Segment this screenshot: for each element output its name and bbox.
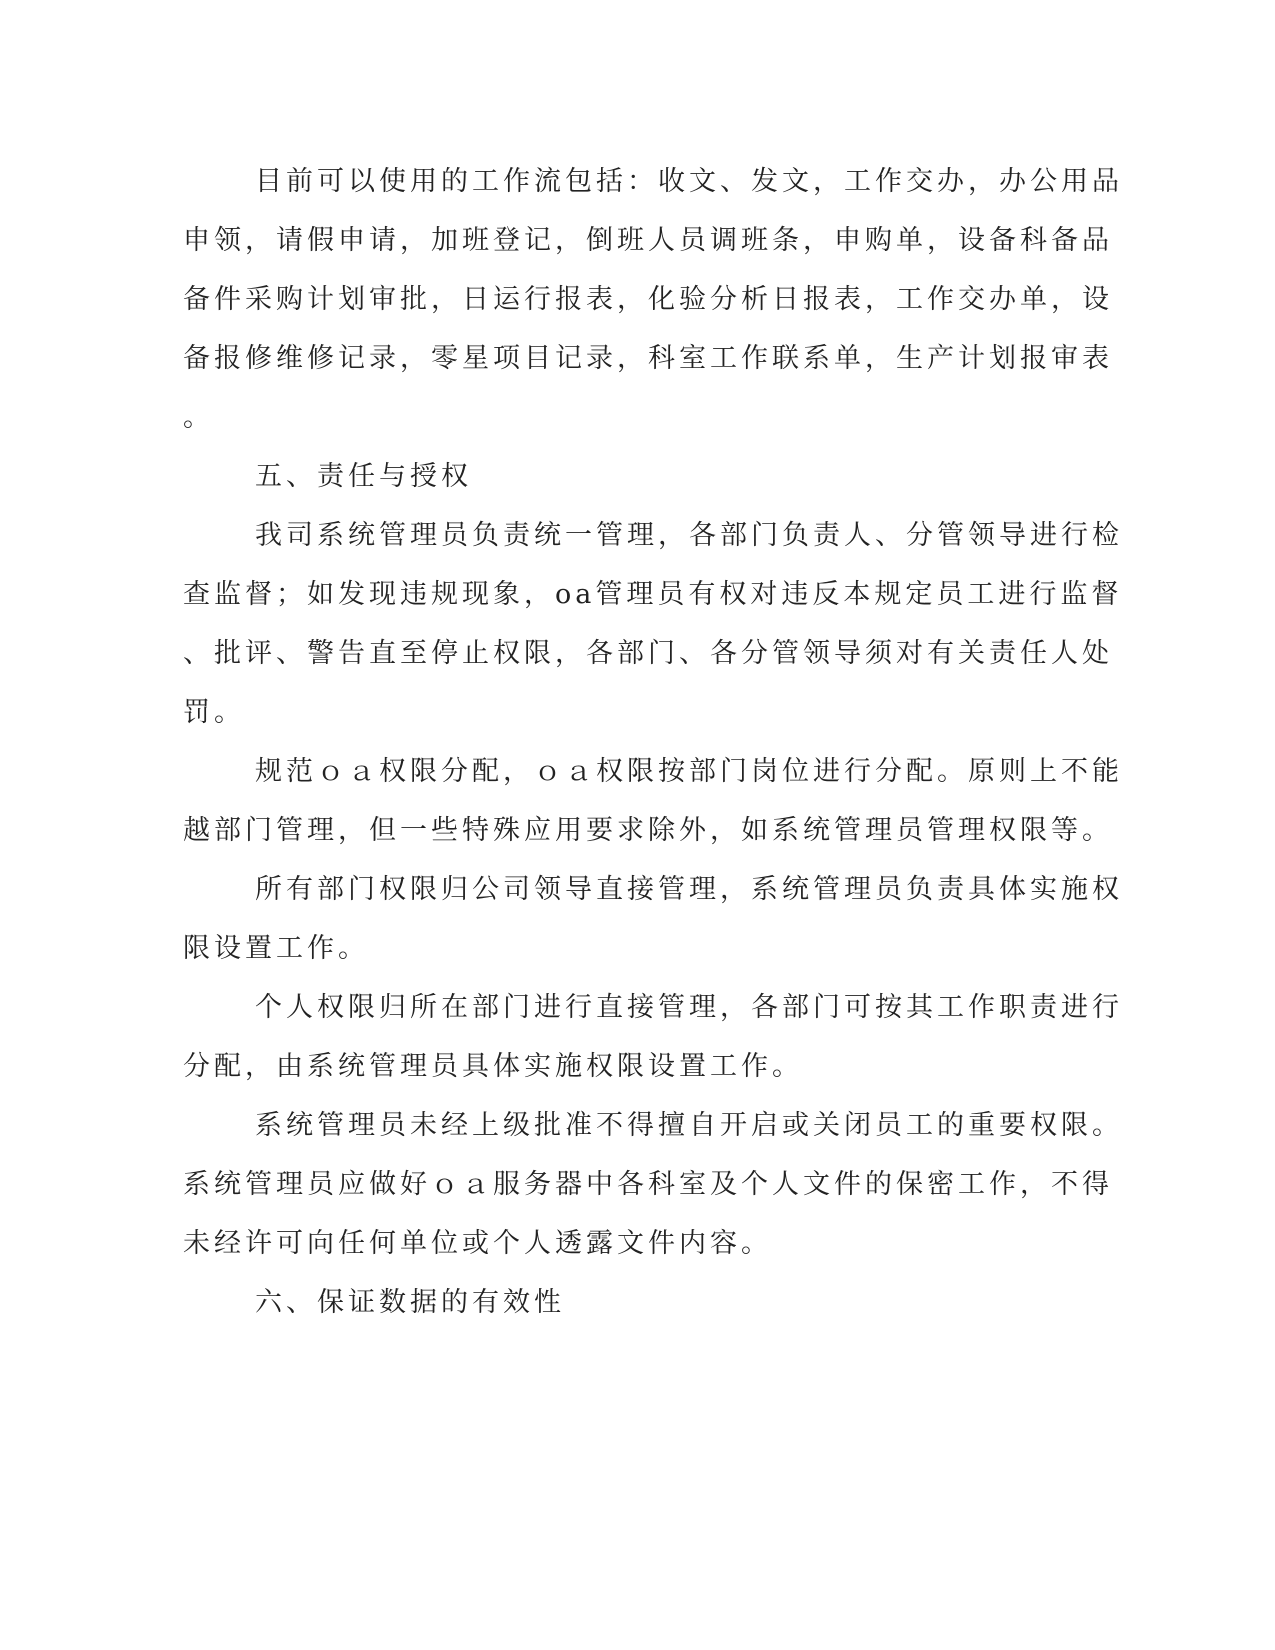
text-line: 查监督；如发现违规现象，oa管理员有权对违反本规定员工进行监督 bbox=[183, 579, 1123, 610]
text-line: 所有部门权限归公司领导直接管理，系统管理员负责具体实施权 bbox=[255, 874, 1123, 905]
paragraph-admin-rules bbox=[183, 1096, 1123, 1273]
text-line: 个人权限归所在部门进行直接管理，各部门可按其工作职责进行 bbox=[255, 992, 1123, 1023]
text-line: 。 bbox=[183, 402, 214, 433]
text-line: 罚。 bbox=[183, 697, 245, 728]
paragraph-responsibility bbox=[183, 506, 1123, 742]
text-line: 越部门管理，但一些特殊应用要求除外，如系统管理员管理权限等。 bbox=[183, 815, 1113, 846]
text-line: 限设置工作。 bbox=[183, 933, 369, 964]
text-line: 规范ｏａ权限分配，ｏａ权限按部门岗位进行分配。原则上不能 bbox=[255, 756, 1123, 787]
document-body bbox=[183, 152, 1123, 1332]
paragraph-workflows bbox=[183, 152, 1123, 447]
text-line: 系统管理员未经上级批准不得擅自开启或关闭员工的重要权限。 bbox=[255, 1110, 1123, 1141]
paragraph-personal-permissions bbox=[183, 978, 1123, 1096]
heading-text: 六、保证数据的有效性 bbox=[255, 1287, 565, 1318]
text-line: 分配，由系统管理员具体实施权限设置工作。 bbox=[183, 1051, 803, 1082]
section-heading-5 bbox=[183, 447, 1043, 506]
paragraph-allocation bbox=[183, 742, 1123, 860]
heading-text: 五、责任与授权 bbox=[255, 461, 472, 492]
text-line: 、批评、警告直至停止权限，各部门、各分管领导须对有关责任人处 bbox=[183, 638, 1113, 669]
text-line: 目前可以使用的工作流包括：收文、发文，工作交办，办公用品 bbox=[255, 166, 1123, 197]
text-line: 备件采购计划审批，日运行报表，化验分析日报表，工作交办单，设 bbox=[183, 284, 1113, 315]
section-heading-6 bbox=[183, 1273, 1043, 1332]
text-line: 备报修维修记录，零星项目记录，科室工作联系单，生产计划报审表 bbox=[183, 343, 1113, 374]
paragraph-dept-permissions bbox=[183, 860, 1123, 978]
text-line: 系统管理员应做好ｏａ服务器中各科室及个人文件的保密工作，不得 bbox=[183, 1169, 1113, 1200]
text-line: 我司系统管理员负责统一管理，各部门负责人、分管领导进行检 bbox=[255, 520, 1123, 551]
text-line: 申领，请假申请，加班登记，倒班人员调班条，申购单，设备科备品 bbox=[183, 225, 1113, 256]
text-line: 未经许可向任何单位或个人透露文件内容。 bbox=[183, 1228, 772, 1259]
